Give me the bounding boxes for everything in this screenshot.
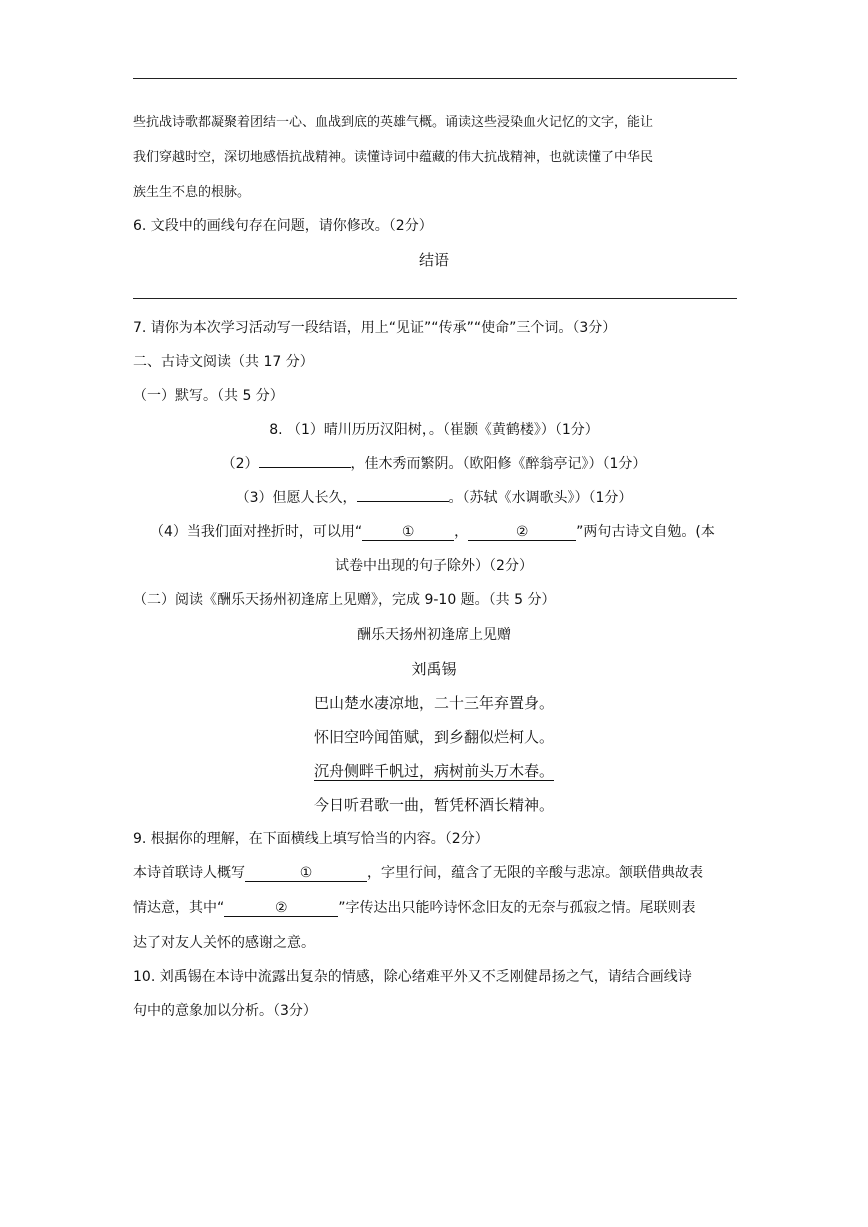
answer-blank-2: ②	[224, 900, 338, 917]
conclusion-heading: 结语	[418, 251, 449, 269]
question-6: 6. 文段中的画线句存在问题，请你修改。（2分）	[133, 218, 433, 234]
answer-blank	[259, 467, 351, 468]
section-heading: 二、古诗文阅读（共 17 分）	[133, 354, 314, 370]
question-8-item-2	[0, 454, 868, 474]
item-text: 本诗首联诗人概写	[133, 865, 245, 881]
poem-title: 酬乐天扬州初逢席上见赠	[357, 627, 511, 643]
passage-line: 些抗战诗歌都凝聚着团结一心、血战到底的英雄气概。诵读这些浸染血火记忆的文字，能让	[133, 115, 654, 130]
question-8-item-3	[0, 488, 868, 508]
answer-blank-2: ②	[468, 524, 576, 541]
part-heading: （一）默写。（共 5 分）	[133, 388, 284, 404]
poem-author: 刘禹锡	[411, 660, 457, 678]
item-text: ”两句古诗文自勉。(本	[576, 524, 715, 540]
passage-line: 族生生不息的根脉。	[133, 185, 251, 200]
part-heading: （二）阅读《酬乐天扬州初逢席上见赠》，完成 9-10 题。（共 5 分）	[133, 592, 556, 608]
item-text: ”字传达出只能吟诗怀念旧友的无奈与孤寂之情。尾联则表	[338, 900, 696, 916]
poem-line: 今日听君歌一曲，暂凭杯酒长精神。	[313, 796, 554, 814]
comma: ，	[454, 524, 469, 540]
question-10: 10. 刘禹锡在本诗中流露出复杂的情感，除心绪难平外又不乏刚健昂扬之气，请结合画线诗	[133, 969, 692, 985]
item-text: ，佳木秀而繁阴。（欧阳修《醉翁亭记》）（1分）	[350, 456, 647, 472]
item-text: （3）但愿人长久，	[235, 490, 357, 506]
question-9-line	[133, 898, 696, 918]
question-8-item-1: 8. （1）晴川历历汉阳树，。（崔颢《黄鹤楼》）（1分）	[269, 422, 599, 438]
item-text: 情达意，其中“	[133, 900, 225, 916]
item-number: （2）	[221, 456, 259, 472]
poem-line: 巴山楚水凄凉地，二十三年弃置身。	[313, 694, 554, 712]
question-9: 9. 根据你的理解，在下面横线上填写恰当的内容。（2分）	[133, 831, 489, 847]
top-rule	[133, 78, 737, 79]
poem-line-underlined	[0, 761, 868, 781]
question-8-item-4-cont: 试卷中出现的句子除外）（2分）	[335, 558, 533, 574]
question-9-line: 达了对友人关怀的感谢之意。	[133, 935, 315, 951]
passage-line: 我们穿越时空，深切地感悟抗战精神。读懂诗词中蕴藏的伟大抗战精神，也就读懂了中华民	[133, 150, 654, 165]
question-7: 7. 请你为本次学习活动写一段结语，用上“见证”“传承”“使命”三个词。（3分）	[133, 320, 617, 336]
answer-rule	[133, 298, 737, 299]
answer-blank-1: ①	[362, 524, 454, 541]
item-text: （4）当我们面对挫折时，可以用“	[150, 524, 363, 540]
answer-blank	[357, 501, 449, 502]
underlined-verse: 沉舟侧畔千帆过，病树前头万木春。	[313, 762, 554, 780]
question-8-item-4	[150, 522, 715, 542]
poem-line: 怀旧空吟闻笛赋，到乡翻似烂柯人。	[313, 728, 554, 746]
question-9-line	[133, 863, 703, 883]
item-text: ，字里行间，蕴含了无限的辛酸与悲凉。颔联借典故表	[367, 865, 703, 881]
answer-blank-1: ①	[245, 865, 367, 882]
question-10-cont: 句中的意象加以分析。（3分）	[133, 1003, 317, 1019]
item-text: 。（苏轼《水调歌头》）（1分）	[448, 490, 633, 506]
